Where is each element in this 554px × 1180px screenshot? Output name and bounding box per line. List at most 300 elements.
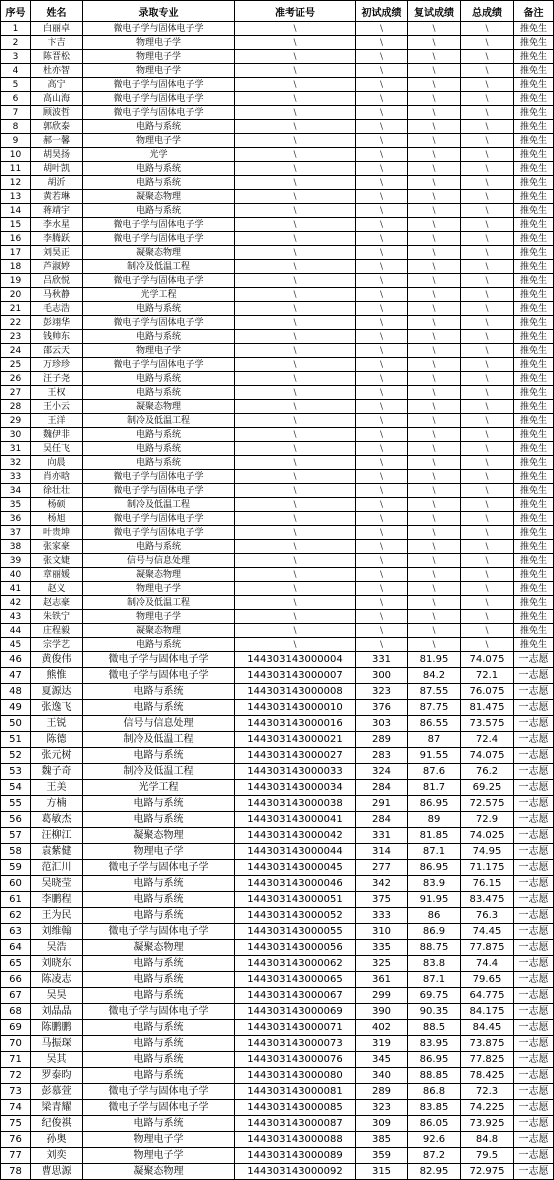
cell-exam-id: \ [235,92,356,106]
cell-exam-id: \ [235,176,356,190]
cell-exam-id: \ [235,78,356,92]
cell-exam-id: \ [235,288,356,302]
cell-name: 朱铁宁 [31,610,83,624]
table-row [1,956,554,972]
table-row [1,540,554,554]
cell-name: 魏子奇 [31,764,83,780]
cell-name: 杨旭 [31,512,83,526]
cell-initial-score: \ [356,50,408,64]
cell-remark: 一志愿 [514,732,554,748]
cell-remark: 推免生 [514,442,554,456]
cell-name: 陈晋松 [31,50,83,64]
cell-initial-score: \ [356,540,408,554]
cell-name: 王美 [31,780,83,796]
cell-retest-score: \ [408,120,461,134]
cell-initial-score: 324 [356,764,408,780]
cell-name: 彭翊华 [31,316,83,330]
cell-remark: 推免生 [514,330,554,344]
cell-major: 微电子学与固体电子学 [83,1004,235,1020]
cell-remark: 一志愿 [514,1052,554,1068]
cell-initial-score: \ [356,456,408,470]
cell-total-score: \ [461,414,514,428]
cell-total-score: 72.575 [461,796,514,812]
cell-index: 21 [1,302,31,316]
cell-exam-id: \ [235,400,356,414]
cell-major: 物理电子学 [83,610,235,624]
cell-initial-score: \ [356,470,408,484]
cell-total-score: \ [461,428,514,442]
cell-total-score: \ [461,64,514,78]
cell-name: 卞吉 [31,36,83,50]
table-row [1,828,554,844]
cell-initial-score: 284 [356,780,408,796]
cell-exam-id: \ [235,246,356,260]
cell-exam-id: \ [235,50,356,64]
cell-remark: 推免生 [514,120,554,134]
cell-total-score: 76.3 [461,908,514,924]
table-row [1,684,554,700]
cell-exam-id: 144303143000092 [235,1164,356,1180]
cell-index: 76 [1,1132,31,1148]
cell-index: 11 [1,162,31,176]
cell-name: 陈凌志 [31,972,83,988]
cell-remark: 推免生 [514,358,554,372]
table-row [1,972,554,988]
cell-index: 58 [1,844,31,860]
cell-initial-score: 299 [356,988,408,1004]
table-row [1,120,554,134]
cell-initial-score: \ [356,36,408,50]
cell-initial-score: \ [356,582,408,596]
table-row [1,624,554,638]
cell-retest-score: \ [408,484,461,498]
cell-index: 39 [1,554,31,568]
cell-initial-score: 345 [356,1052,408,1068]
cell-exam-id: 144303143000088 [235,1132,356,1148]
table-row [1,330,554,344]
cell-index: 9 [1,134,31,148]
cell-retest-score: \ [408,456,461,470]
cell-remark: 推免生 [514,540,554,554]
cell-name: 叶贵坤 [31,526,83,540]
cell-initial-score: \ [356,134,408,148]
cell-name: 宗学艺 [31,638,83,652]
cell-name: 赵义 [31,582,83,596]
cell-exam-id: 144303143000069 [235,1004,356,1020]
cell-name: 肖亦晗 [31,470,83,484]
cell-total-score: 74.225 [461,1100,514,1116]
cell-retest-score: 83.9 [408,876,461,892]
cell-remark: 推免生 [514,526,554,540]
cell-major: 微电子学与固体电子学 [83,106,235,120]
cell-index: 55 [1,796,31,812]
cell-remark: 推免生 [514,484,554,498]
cell-name: 杜亦智 [31,64,83,78]
cell-major: 电路与系统 [83,1068,235,1084]
cell-index: 27 [1,386,31,400]
cell-major: 制冷及低温工程 [83,732,235,748]
cell-name: 刘奕 [31,1148,83,1164]
cell-remark: 一志愿 [514,1148,554,1164]
cell-initial-score: \ [356,526,408,540]
cell-remark: 一志愿 [514,764,554,780]
table-row [1,106,554,120]
cell-initial-score: \ [356,176,408,190]
cell-remark: 推免生 [514,316,554,330]
table-row [1,876,554,892]
table-row [1,470,554,484]
cell-index: 54 [1,780,31,796]
cell-initial-score: \ [356,232,408,246]
cell-exam-id: \ [235,512,356,526]
cell-major: 电路与系统 [83,204,235,218]
table-row [1,162,554,176]
cell-major: 凝聚态物理 [83,828,235,844]
cell-retest-score: \ [408,260,461,274]
cell-index: 25 [1,358,31,372]
cell-exam-id: 144303143000087 [235,1116,356,1132]
cell-retest-score: \ [408,330,461,344]
cell-exam-id: 144303143000081 [235,1084,356,1100]
cell-retest-score: \ [408,610,461,624]
cell-major: 微电子学与固体电子学 [83,668,235,684]
cell-remark: 推免生 [514,22,554,36]
cell-major: 物理电子学 [83,1132,235,1148]
cell-exam-id: 144303143000076 [235,1052,356,1068]
cell-name: 彭慕萱 [31,1084,83,1100]
cell-major: 电路与系统 [83,1036,235,1052]
cell-major: 凝聚态物理 [83,940,235,956]
cell-total-score: 76.2 [461,764,514,780]
cell-total-score: 79.65 [461,972,514,988]
cell-exam-id: \ [235,470,356,484]
table-row [1,582,554,596]
cell-name: 邵云天 [31,344,83,358]
cell-remark: 一志愿 [514,972,554,988]
cell-retest-score: \ [408,344,461,358]
cell-index: 72 [1,1068,31,1084]
cell-major: 电路与系统 [83,1116,235,1132]
cell-total-score: 73.575 [461,716,514,732]
cell-remark: 推免生 [514,148,554,162]
cell-retest-score: 81.7 [408,780,461,796]
table-row [1,484,554,498]
cell-index: 64 [1,940,31,956]
table-row [1,924,554,940]
cell-remark: 推免生 [514,498,554,512]
cell-major: 物理电子学 [83,844,235,860]
cell-retest-score: 87.1 [408,972,461,988]
cell-name: 熊惟 [31,668,83,684]
table-row [1,554,554,568]
cell-exam-id: 144303143000071 [235,1020,356,1036]
cell-index: 62 [1,908,31,924]
cell-remark: 推免生 [514,624,554,638]
cell-total-score: \ [461,498,514,512]
cell-remark: 推免生 [514,456,554,470]
cell-retest-score: 87.55 [408,684,461,700]
cell-retest-score: 86.95 [408,1052,461,1068]
cell-remark: 推免生 [514,302,554,316]
cell-major: 电路与系统 [83,972,235,988]
cell-retest-score: 83.95 [408,1036,461,1052]
cell-exam-id: \ [235,624,356,638]
cell-index: 75 [1,1116,31,1132]
cell-index: 26 [1,372,31,386]
cell-total-score: 74.025 [461,828,514,844]
cell-exam-id: \ [235,554,356,568]
cell-retest-score: \ [408,554,461,568]
cell-remark: 一志愿 [514,1004,554,1020]
cell-index: 70 [1,1036,31,1052]
cell-total-score: \ [461,106,514,120]
cell-name: 钱帅东 [31,330,83,344]
cell-initial-score: \ [356,22,408,36]
table-row [1,892,554,908]
table-row [1,1132,554,1148]
cell-name: 罗泰昀 [31,1068,83,1084]
cell-initial-score: \ [356,442,408,456]
cell-total-score: \ [461,176,514,190]
cell-index: 78 [1,1164,31,1180]
cell-retest-score: \ [408,358,461,372]
cell-remark: 推免生 [514,106,554,120]
cell-name: 袁紫健 [31,844,83,860]
cell-retest-score: \ [408,624,461,638]
table-row [1,456,554,470]
cell-total-score: 76.075 [461,684,514,700]
cell-name: 芦淑婷 [31,260,83,274]
cell-initial-score: 376 [356,700,408,716]
cell-initial-score: 375 [356,892,408,908]
table-row [1,1100,554,1116]
cell-exam-id: \ [235,428,356,442]
cell-index: 65 [1,956,31,972]
cell-major: 电路与系统 [83,956,235,972]
cell-retest-score: 81.85 [408,828,461,844]
cell-total-score: \ [461,610,514,624]
cell-remark: 推免生 [514,400,554,414]
cell-remark: 一志愿 [514,860,554,876]
cell-index: 31 [1,442,31,456]
cell-index: 48 [1,684,31,700]
cell-retest-score: \ [408,568,461,582]
cell-remark: 一志愿 [514,700,554,716]
cell-initial-score: \ [356,498,408,512]
cell-total-score: \ [461,582,514,596]
cell-name: 杨硕 [31,498,83,512]
cell-exam-id: 144303143000004 [235,652,356,668]
table-row [1,1068,554,1084]
cell-total-score: \ [461,540,514,554]
table-row [1,372,554,386]
cell-total-score: \ [461,624,514,638]
cell-remark: 一志愿 [514,684,554,700]
cell-total-score: 71.175 [461,860,514,876]
cell-name: 吴其 [31,1052,83,1068]
cell-remark: 一志愿 [514,1164,554,1180]
cell-index: 29 [1,414,31,428]
cell-index: 73 [1,1084,31,1100]
table-row [1,260,554,274]
cell-index: 43 [1,610,31,624]
cell-total-score: \ [461,442,514,456]
cell-major: 制冷及低温工程 [83,414,235,428]
table-row [1,92,554,106]
cell-name: 王权 [31,386,83,400]
cell-exam-id: 144303143000052 [235,908,356,924]
cell-index: 1 [1,22,31,36]
cell-retest-score: \ [408,540,461,554]
cell-index: 17 [1,246,31,260]
cell-remark: 推免生 [514,204,554,218]
cell-exam-id: \ [235,64,356,78]
cell-initial-score: \ [356,204,408,218]
cell-major: 物理电子学 [83,1148,235,1164]
cell-index: 67 [1,988,31,1004]
cell-name: 胡叶凯 [31,162,83,176]
cell-name: 夏源达 [31,684,83,700]
cell-major: 微电子学与固体电子学 [83,92,235,106]
cell-remark: 一志愿 [514,780,554,796]
cell-exam-id: 144303143000010 [235,700,356,716]
cell-remark: 推免生 [514,50,554,64]
cell-name: 蒋靖宇 [31,204,83,218]
cell-name: 章丽媛 [31,568,83,582]
cell-retest-score: 86.95 [408,860,461,876]
cell-remark: 推免生 [514,596,554,610]
cell-retest-score: 88.85 [408,1068,461,1084]
cell-retest-score: \ [408,400,461,414]
cell-name: 赵志豪 [31,596,83,610]
cell-remark: 推免生 [514,218,554,232]
cell-index: 19 [1,274,31,288]
cell-initial-score: 402 [356,1020,408,1036]
cell-total-score: \ [461,554,514,568]
cell-retest-score: 88.5 [408,1020,461,1036]
cell-index: 69 [1,1020,31,1036]
cell-major: 光学 [83,148,235,162]
cell-index: 5 [1,78,31,92]
cell-exam-id: 144303143000089 [235,1148,356,1164]
cell-remark: 推免生 [514,288,554,302]
cell-retest-score: \ [408,190,461,204]
cell-initial-score: 284 [356,812,408,828]
cell-major: 电路与系统 [83,1020,235,1036]
cell-total-score: 73.925 [461,1116,514,1132]
cell-index: 38 [1,540,31,554]
cell-retest-score: 87.2 [408,1148,461,1164]
cell-exam-id: \ [235,204,356,218]
cell-major: 电路与系统 [83,812,235,828]
cell-retest-score: 90.35 [408,1004,461,1020]
cell-total-score: \ [461,50,514,64]
cell-index: 41 [1,582,31,596]
cell-exam-id: 144303143000027 [235,748,356,764]
cell-exam-id: 144303143000055 [235,924,356,940]
cell-name: 白丽卓 [31,22,83,36]
cell-remark: 一志愿 [514,748,554,764]
cell-index: 24 [1,344,31,358]
cell-initial-score: \ [356,120,408,134]
table-row [1,908,554,924]
cell-total-score: \ [461,162,514,176]
cell-retest-score: \ [408,148,461,162]
cell-total-score: 84.45 [461,1020,514,1036]
cell-major: 电路与系统 [83,176,235,190]
cell-major: 物理电子学 [83,36,235,50]
cell-exam-id: \ [235,596,356,610]
cell-major: 微电子学与固体电子学 [83,652,235,668]
cell-major: 微电子学与固体电子学 [83,484,235,498]
cell-major: 电路与系统 [83,540,235,554]
cell-name: 徐壮壮 [31,484,83,498]
cell-exam-id: 144303143000008 [235,684,356,700]
table-row [1,1052,554,1068]
cell-total-score: \ [461,120,514,134]
cell-major: 微电子学与固体电子学 [83,924,235,940]
cell-major: 微电子学与固体电子学 [83,358,235,372]
cell-name: 张家豪 [31,540,83,554]
cell-retest-score: \ [408,512,461,526]
cell-index: 74 [1,1100,31,1116]
cell-name: 纪俊祺 [31,1116,83,1132]
cell-retest-score: \ [408,204,461,218]
table-row [1,668,554,684]
cell-total-score: \ [461,302,514,316]
cell-initial-score: \ [356,64,408,78]
cell-remark: 推免生 [514,414,554,428]
cell-total-score: 81.475 [461,700,514,716]
cell-major: 电路与系统 [83,330,235,344]
table-row [1,512,554,526]
cell-exam-id: 144303143000044 [235,844,356,860]
cell-initial-score: \ [356,316,408,330]
cell-exam-id: \ [235,526,356,540]
cell-initial-score: 342 [356,876,408,892]
cell-index: 4 [1,64,31,78]
table-row [1,796,554,812]
cell-initial-score: 361 [356,972,408,988]
cell-retest-score: \ [408,92,461,106]
cell-index: 51 [1,732,31,748]
table-row [1,176,554,190]
cell-remark: 推免生 [514,78,554,92]
cell-exam-id: 144303143000045 [235,860,356,876]
cell-remark: 一志愿 [514,1116,554,1132]
table-row [1,1084,554,1100]
cell-name: 吴任飞 [31,442,83,456]
cell-total-score: 78.425 [461,1068,514,1084]
header-exam-id: 准考证号 [235,1,356,22]
table-row [1,442,554,456]
cell-major: 物理电子学 [83,64,235,78]
cell-name: 李水星 [31,218,83,232]
cell-initial-score: 335 [356,940,408,956]
cell-retest-score: 86.95 [408,796,461,812]
cell-index: 22 [1,316,31,330]
cell-retest-score: 87.1 [408,844,461,860]
cell-name: 陈德 [31,732,83,748]
table-row [1,596,554,610]
cell-exam-id: 144303143000041 [235,812,356,828]
cell-name: 顾波哲 [31,106,83,120]
cell-exam-id: \ [235,162,356,176]
table-row [1,134,554,148]
cell-initial-score: \ [356,638,408,652]
cell-index: 44 [1,624,31,638]
cell-index: 30 [1,428,31,442]
